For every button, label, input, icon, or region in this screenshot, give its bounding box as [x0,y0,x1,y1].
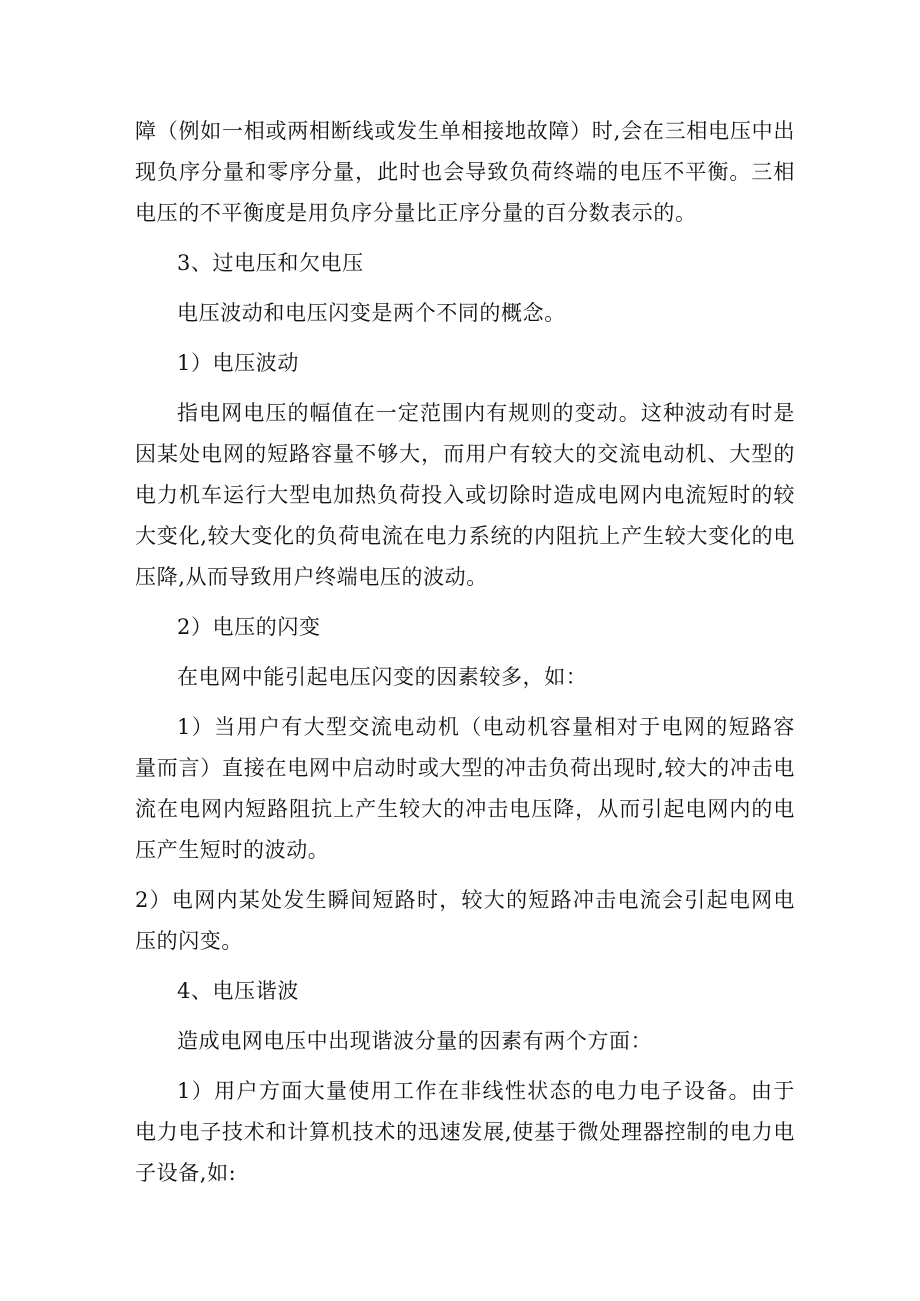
section-heading-harmonics: 4、电压谐波 [177,979,299,1003]
paragraph-flicker-cause-1: 1）当用户有大型交流电动机（电动机容量相对于电网的短路容量而言）直接在电网中启动时或大型的冲击负荷出现时,较大的冲击电流在电网内短路阻抗上产生较大的冲击电压降，从而引起电网内的电压产生短时的波动。 [135,715,795,862]
subheading-voltage-flicker: 2）电压的闪变 [177,615,321,639]
paragraph-flicker-cause-2: 2）电网内某处发生瞬间短路时，较大的短路冲击电流会引起电网电压的闪变。 [135,888,795,953]
section-heading-overvoltage: 3、过电压和欠电压 [177,251,364,275]
subheading-voltage-fluctuation: 1）电压波动 [177,351,299,375]
paragraph-harmonic-intro: 造成电网电压中出现谐波分量的因素有两个方面： [177,1029,653,1053]
paragraph-voltage-fluctuation: 指电网电压的幅值在一定范围内有规则的变动。这种波动有时是因某处电网的短路容量不够大，而用户有较大的交流电动机、大型的电力机车运行大型电加热负荷投入或切除时造成电网内电流短时的较大变化,较大变化的负荷电流在电力系统的内阻抗上产生较大变化的电压降,从而导致用户终端电压的波动。 [135,401,795,589]
paragraph-flicker-intro: 在电网中能引起电压闪变的因素较多，如： [177,665,588,689]
paragraph-concepts: 电压波动和电压闪变是两个不同的概念。 [177,301,566,325]
paragraph-unbalance-continued: 障（例如一相或两相断线或发生单相接地故障）时,会在三相电压中出现负序分量和零序分量，此时也会导致负荷终端的电压不平衡。三相电压的不平衡度是用负序分量比正序分量的百分数表示的。 [135,119,795,225]
paragraph-harmonic-cause-1: 1）用户方面大量使用工作在非线性状态的电力电子设备。由于电力电子技术和计算机技术的迅速发展,使基于微处理器控制的电力电子设备,如: [135,1079,795,1185]
document-body [135,111,795,1203]
